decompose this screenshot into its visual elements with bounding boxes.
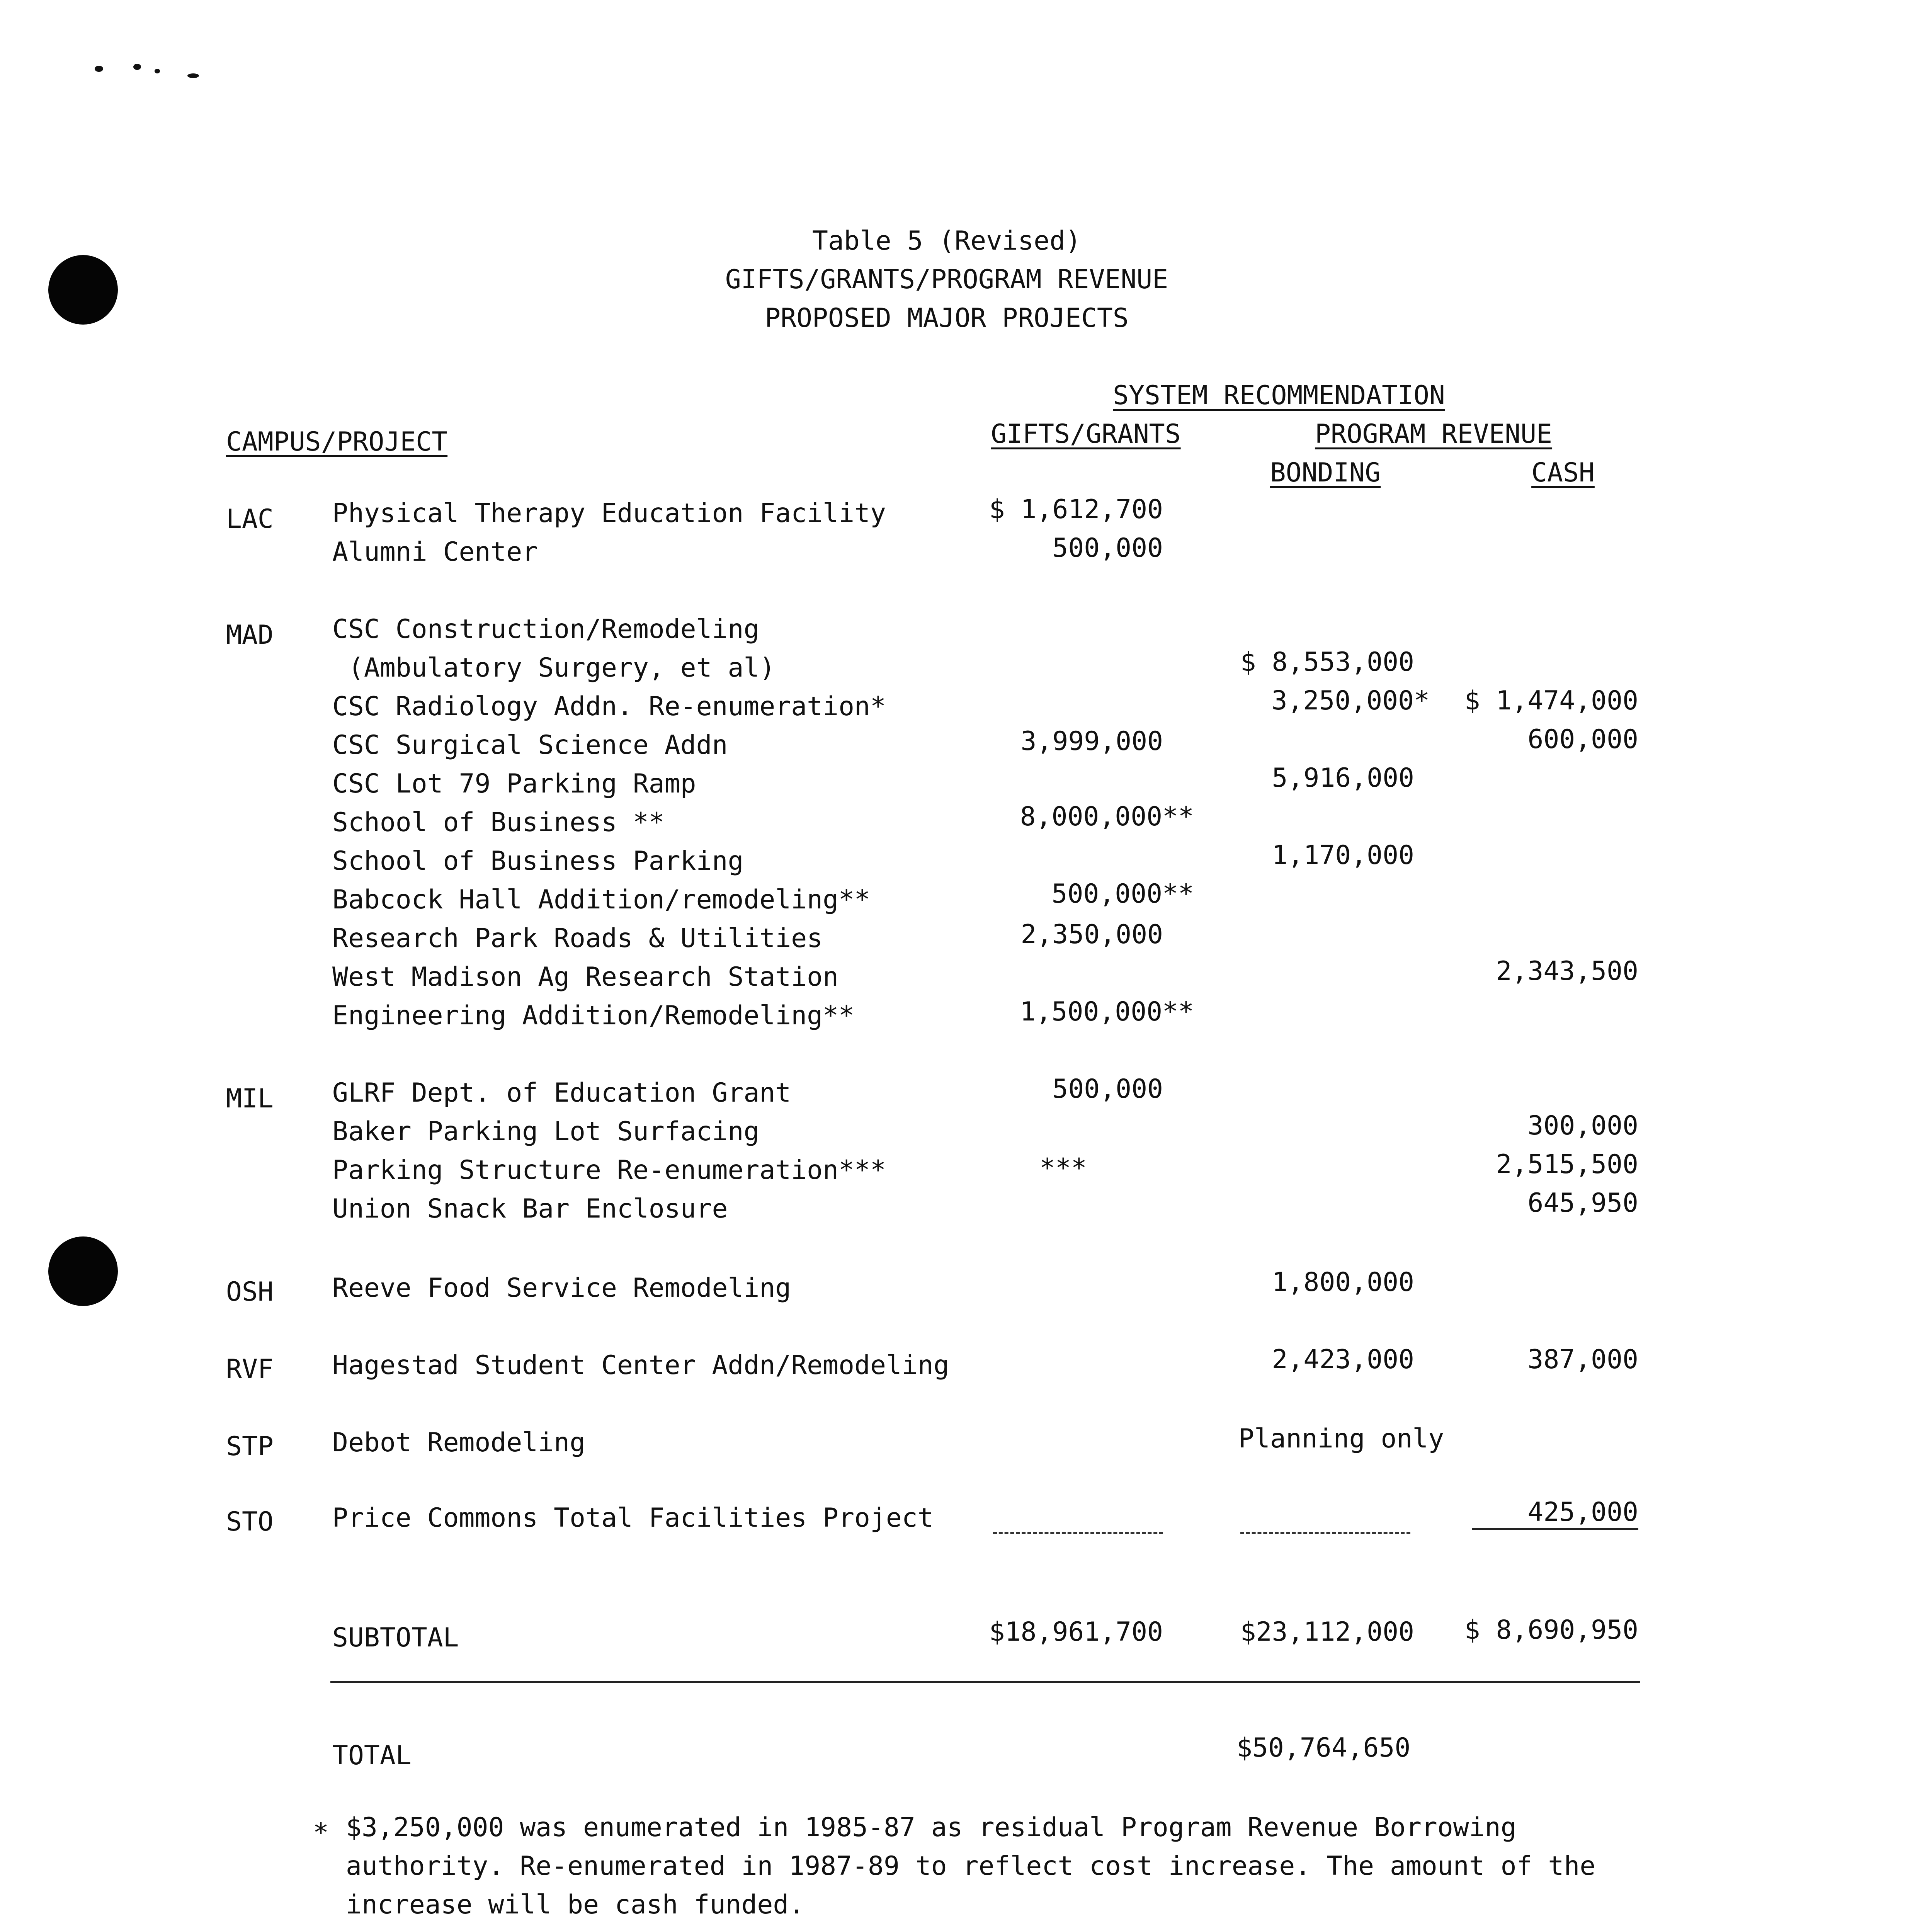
footnote-1-text: $3,250,000 was enumerated in 1985-87 as residual Program Revenue Borrowing authority. Re-enumerated in 1987-89 to reflect cost increase. The amount of the increase will be cash funded. <box>346 1812 1596 1920</box>
bonding-value: $ 8,553,000 <box>1240 647 1414 677</box>
bonding-value: 3,250,000* <box>1271 685 1430 716</box>
project-name: School of Business ** <box>332 807 665 838</box>
cash-value: 425,000 <box>1527 1497 1638 1527</box>
project-name: West Madison Ag Research Station <box>332 962 839 992</box>
gifts-grants-value: *** <box>1039 1153 1087 1184</box>
project-name: CSC Lot 79 Parking Ramp <box>332 769 696 799</box>
footnote-1-marker: * <box>313 1818 329 1848</box>
cash-value: 645,950 <box>1527 1188 1638 1218</box>
campus-code: MIL <box>226 1083 274 1114</box>
project-name: CSC Construction/Remodeling <box>332 614 760 645</box>
campus-code: LAC <box>226 504 274 534</box>
campus-code: RVF <box>226 1354 274 1384</box>
gifts-grants-value: $ 1,612,700 <box>989 494 1163 525</box>
binder-hole-middle <box>48 1236 118 1306</box>
campus-code: STP <box>226 1431 274 1462</box>
project-name: Babcock Hall Addition/remodeling** <box>332 884 870 915</box>
top-left-speck <box>133 64 141 70</box>
project-name: Physical Therapy Education Facility <box>332 498 886 529</box>
subtotal-bonding: $23,112,000 <box>1240 1617 1414 1647</box>
campus-project-header: CAMPUS/PROJECT <box>226 427 448 457</box>
project-name: CSC Radiology Addn. Re-enumeration* <box>332 691 886 722</box>
cash-value: 2,343,500 <box>1496 956 1638 986</box>
project-name: Price Commons Total Facilities Project <box>332 1503 934 1533</box>
project-name: Parking Structure Re-enumeration*** <box>332 1155 886 1185</box>
subtotal-cash: $ 8,690,950 <box>1464 1615 1638 1645</box>
gifts-grants-total-rule <box>993 1532 1163 1534</box>
bonding-total-rule <box>1240 1532 1410 1534</box>
project-name: School of Business Parking <box>332 846 744 876</box>
cash-value: $ 1,474,000 <box>1464 685 1638 716</box>
cash-total-rule <box>1472 1528 1638 1530</box>
gifts-grants-value: 500,000** <box>1051 879 1194 909</box>
project-name: Alumni Center <box>332 537 538 567</box>
total-separator-rule <box>330 1681 1640 1683</box>
project-name: CSC Surgical Science Addn <box>332 730 728 760</box>
project-name: Reeve Food Service Remodeling <box>332 1273 791 1303</box>
campus-code: OSH <box>226 1277 274 1307</box>
subtotal-label: SUBTOTAL <box>332 1622 459 1653</box>
subtotal-gifts-grants: $18,961,700 <box>989 1617 1163 1647</box>
gifts-grants-value: 3,999,000 <box>1020 726 1163 757</box>
cash-value: 600,000 <box>1527 724 1638 755</box>
project-name: (Ambulatory Surgery, et al) <box>332 653 776 683</box>
project-name: Baker Parking Lot Surfacing <box>332 1116 760 1147</box>
total-label: TOTAL <box>332 1740 412 1771</box>
cash-header: CASH <box>1531 457 1595 488</box>
table-subtitle: GIFTS/GRANTS/PROGRAM REVENUE <box>725 264 1168 295</box>
gifts-grants-header: GIFTS/GRANTS <box>991 419 1181 449</box>
bonding-header: BONDING <box>1270 457 1381 488</box>
bonding-value: 1,170,000 <box>1272 840 1414 871</box>
gifts-grants-value: 2,350,000 <box>1020 919 1163 950</box>
bonding-value: 5,916,000 <box>1272 763 1414 793</box>
binder-hole-top <box>48 255 118 325</box>
bonding-value: 2,423,000 <box>1272 1344 1414 1375</box>
project-name: GLRF Dept. of Education Grant <box>332 1078 791 1108</box>
system-recommendation-header: SYSTEM RECOMMENDATION <box>1113 380 1445 411</box>
campus-code: STO <box>226 1507 274 1537</box>
top-left-speck <box>155 69 160 73</box>
bonding-value: Planning only <box>1238 1423 1444 1454</box>
project-name: Debot Remodeling <box>332 1427 586 1458</box>
project-name: Hagestad Student Center Addn/Remodeling <box>332 1350 949 1381</box>
cash-value: 300,000 <box>1527 1111 1638 1141</box>
cash-value: 387,000 <box>1527 1344 1638 1375</box>
table-title: Table 5 (Revised) <box>812 226 1081 256</box>
project-name: Engineering Addition/Remodeling** <box>332 1000 855 1031</box>
top-left-speck <box>95 66 103 72</box>
table-subtitle-2: PROPOSED MAJOR PROJECTS <box>765 303 1129 333</box>
project-name: Research Park Roads & Utilities <box>332 923 823 954</box>
bonding-value: 1,800,000 <box>1272 1267 1414 1298</box>
gifts-grants-value: 8,000,000** <box>1020 801 1194 832</box>
gifts-grants-value: 1,500,000** <box>1020 997 1194 1027</box>
top-left-speck <box>187 73 199 78</box>
program-revenue-header: PROGRAM REVENUE <box>1315 419 1553 449</box>
cash-value: 2,515,500 <box>1496 1149 1638 1180</box>
project-name: Union Snack Bar Enclosure <box>332 1194 728 1224</box>
gifts-grants-value: 500,000 <box>1052 533 1163 563</box>
total-value: $50,764,650 <box>1236 1733 1411 1763</box>
gifts-grants-value: 500,000 <box>1052 1074 1163 1104</box>
campus-code: MAD <box>226 620 274 650</box>
